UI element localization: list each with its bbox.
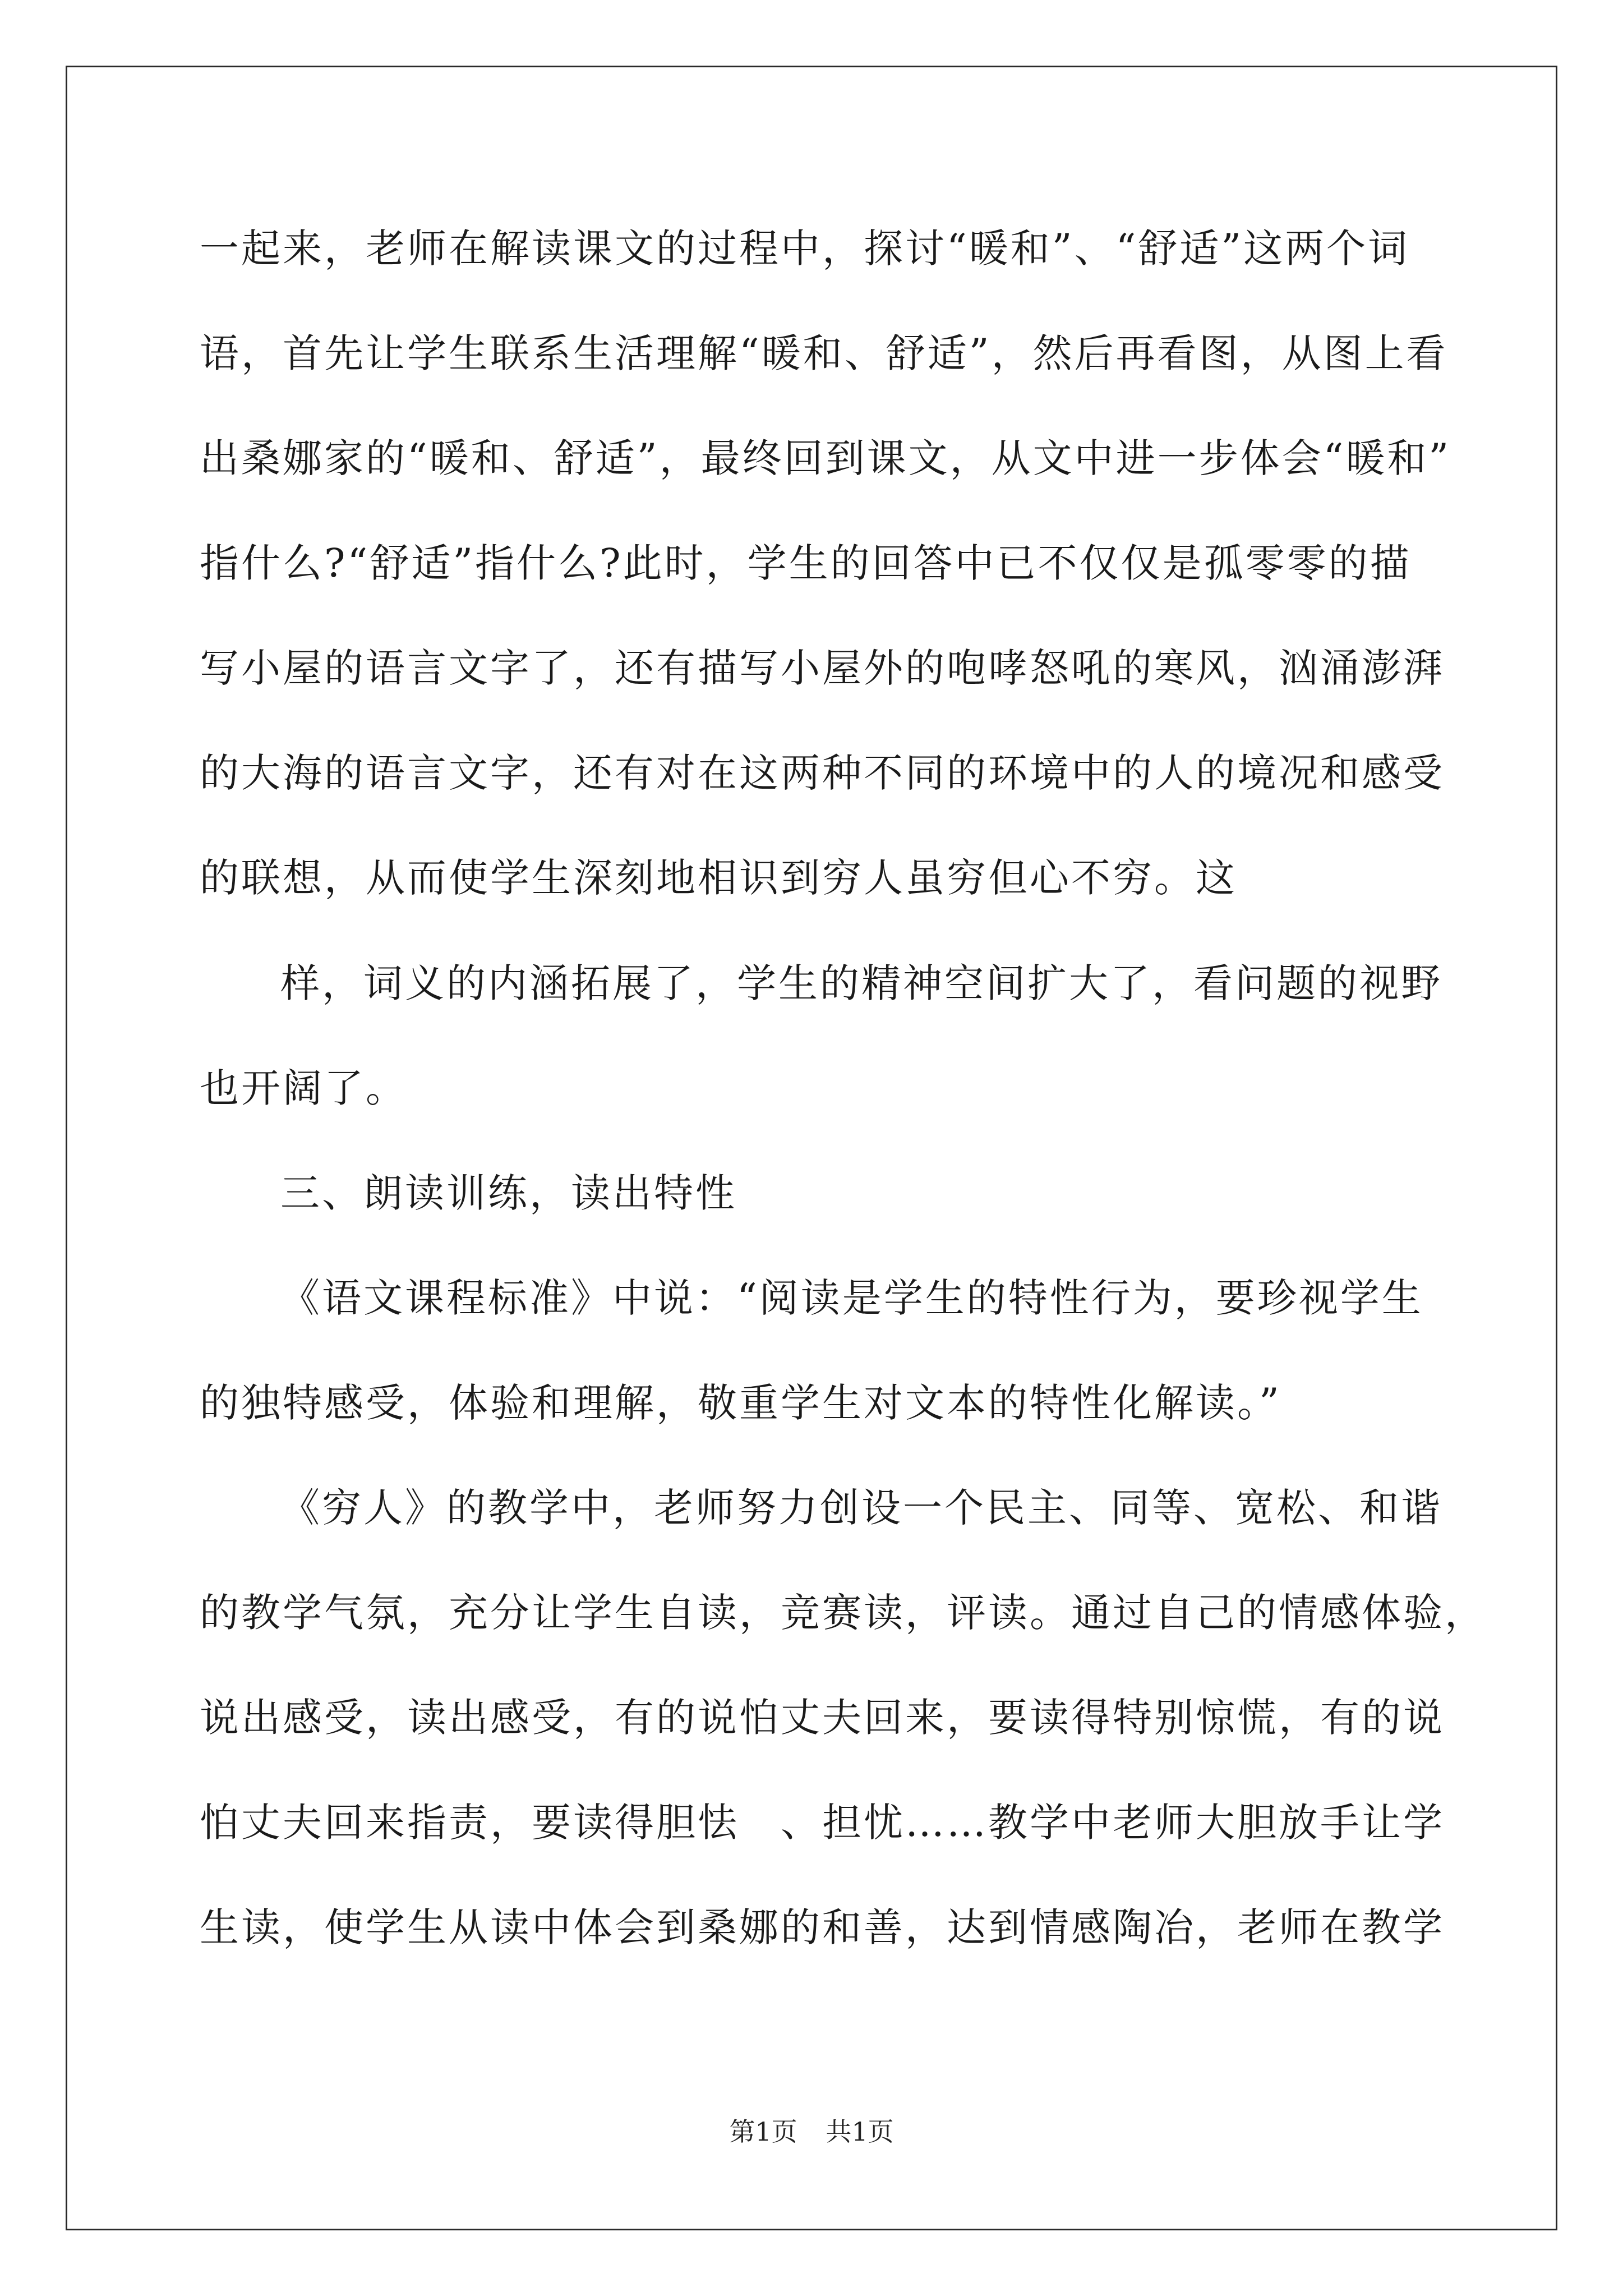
page-number: 第1页 bbox=[729, 2116, 797, 2147]
text-line: 生读，使学生从读中体会到桑娜的和善，达到情感陶冶，老师在教学 bbox=[200, 1904, 1445, 1950]
text-line: 样，词义的内涵拓展了，学生的精神空间扩大了，看问题的视野 bbox=[280, 960, 1442, 1006]
text-line: 《语文课程标准》中说：“阅读是学生的特性行为，要珍视学生 bbox=[280, 1275, 1423, 1321]
text-line: 的联想，从而使学生深刻地相识到穷人虽穷但心不穷。这 bbox=[200, 855, 1237, 901]
text-line: 一起来，老师在解读课文的过程中，探讨“暖和”、“舒适”这两个词 bbox=[200, 226, 1410, 272]
section-heading: 三、朗读训练，读出特性 bbox=[280, 1170, 737, 1216]
text-line: 指什么?“舒适”指什么?此时，学生的回答中已不仅仅是孤零零的描 bbox=[200, 540, 1412, 586]
text-line: 的大海的语言文字，还有对在这两种不同的环境中的人的境况和感受 bbox=[200, 750, 1445, 796]
text-line: 写小屋的语言文字了，还有描写小屋外的咆哮怒吼的寒风，汹涌澎湃 bbox=[200, 645, 1445, 691]
page-footer bbox=[0, 2115, 1623, 2148]
text-line: 《穷人》的教学中，老师努力创设一个民主、同等、宽松、和谐 bbox=[280, 1485, 1442, 1531]
text-line: 的教学气氛，充分让学生自读，竞赛读，评读。通过自己的情感体验， bbox=[200, 1590, 1486, 1636]
text-line: 语，首先让学生联系生活理解“暖和、舒适”，然后再看图，从图上看 bbox=[200, 330, 1448, 376]
text-line: 的独特感受，体验和理解，敬重学生对文本的特性化解读。” bbox=[200, 1380, 1281, 1426]
page-total: 共1页 bbox=[826, 2116, 894, 2147]
text-line: 说出感受，读出感受，有的说怕丈夫回来，要读得特别惊慌，有的说 bbox=[200, 1695, 1445, 1741]
text-line: 怕丈夫回来指责，要读得胆怯 、担忧……教学中老师大胆放手让学 bbox=[200, 1800, 1445, 1846]
text-line: 出桑娜家的“暖和、舒适”，最终回到课文，从文中进一步体会“暖和” bbox=[200, 435, 1451, 481]
text-line: 也开阔了。 bbox=[200, 1065, 407, 1111]
